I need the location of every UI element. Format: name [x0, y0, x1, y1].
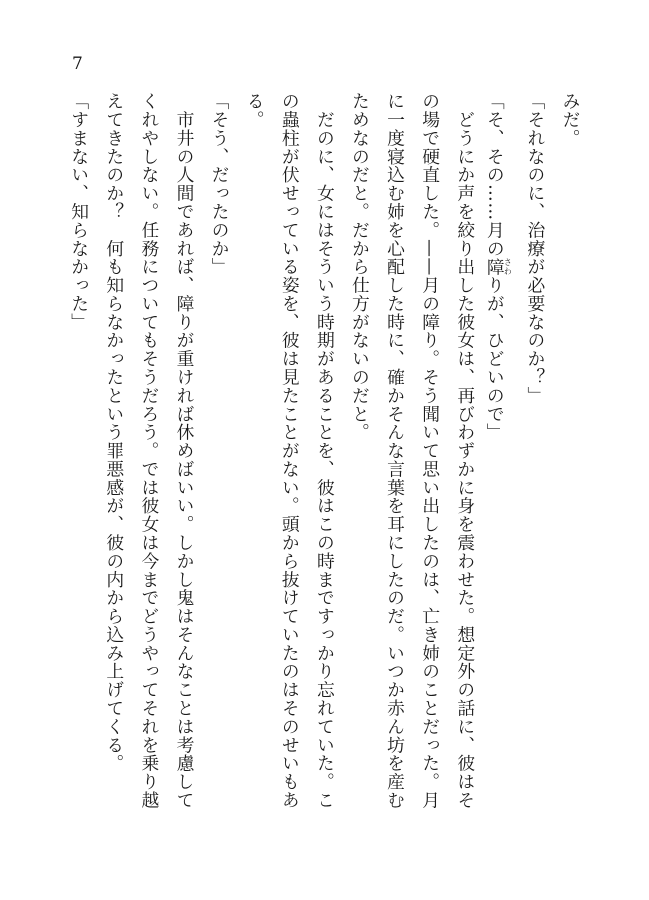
text-line: だのに、女にはそういう時期があることを、彼はこの時まですっかり忘れていた。こ	[314, 92, 336, 810]
text-line: 「すまない、知らなかった」	[68, 92, 90, 332]
text-line: の場で硬直した。——月の障り。そう聞いて思い出したのは、亡き姉のことだった。月	[419, 92, 441, 810]
ruby-reading: さわ	[503, 257, 513, 276]
text-line: ためなのだと。だから仕方がないのだと。	[349, 92, 371, 442]
text-line: どうにか声を絞り出した彼女は、再びわずかに身を震わせた。想定外の話に、彼はそ	[454, 92, 476, 810]
text-line: る。	[244, 92, 266, 129]
vertical-text-body	[68, 92, 582, 812]
text-line: 「そう、だったのか」	[209, 92, 231, 276]
text-line: くれやしない。任務についてもそうだろう。では彼女は今までどうやってそれを乗り越	[138, 92, 160, 810]
furigana	[484, 257, 513, 276]
text-line	[484, 92, 513, 812]
text-line: みだ。	[560, 92, 581, 148]
text-line-segment: りが、ひどいので」	[484, 275, 506, 442]
text-line: えてきたのか？ 何も知らなかったという罪悪感が、彼の内から込み上げてくる。	[103, 92, 125, 773]
text-line: 「それなのに、治療が必要なのか？」	[524, 92, 546, 405]
text-line-segment: 「そ、その……月の	[484, 92, 506, 258]
text-line: に一度寝込む姉を心配した時に、確かそんな言葉を耳にしたのだ。いつか赤ん坊を産む	[384, 92, 406, 810]
text-line: の蟲柱が伏せっている姿を、彼は見たことがない。頭から抜けていたのはそのせいもあ	[279, 92, 301, 810]
text-line: 市井の人間であれば、障りが重ければ休めばいい。しかし鬼はそんなことは考慮して	[173, 92, 195, 810]
page-number: 7	[72, 54, 83, 74]
ruby-base: 障	[484, 257, 506, 276]
